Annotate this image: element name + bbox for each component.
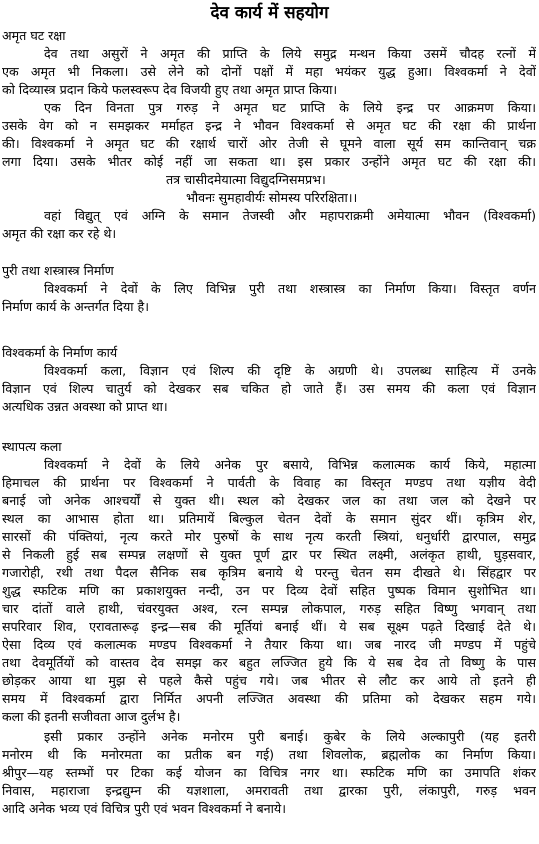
paragraph-line: लगा दिया। उसके भीतर कोई नहीं जा सकता था। इस प्रकार उन्होंने अमृत घट की रक्षा की। — [2, 154, 536, 169]
paragraph-line: मनोरम थी कि मनोरमता का प्रतीक बन गई) तथा शिवलोक, ब्रह्मलोक का निर्माण किया। — [2, 747, 536, 762]
paragraph-line: समय में विश्वकर्मा द्वारा निर्मित अपनी लज्जित अवस्था की प्रतिमा को देखकर सहम गये। — [2, 691, 536, 706]
paragraph-line: ऐसा दिव्य एवं कलात्मक मण्डप विश्वकर्मा ने तैयार किया था। जब नारद जी मण्डप में पहुंचे — [2, 637, 536, 652]
paragraph-line: विज्ञान एवं शिल्प चातुर्य को देखकर सब चकित हो जाते हैं। उस समय की कला एवं विज्ञान — [2, 381, 536, 396]
paragraph-line: अत्यधिक उन्नत अवस्था को प्राप्त था। — [2, 399, 168, 414]
paragraph-line: विश्वकर्मा ने देवों के लिये अनेक पुर बसाये, विभिन्न कलात्मक कार्य किये, महात्मा — [44, 457, 536, 472]
paragraph-line: आदि अनेक भव्य एवं विचित्र पुरी एवं भवन विश्वकर्मा ने बनाये। — [2, 801, 287, 816]
section-heading-puri: पुरी तथा शस्त्रास्त्र निर्माण — [2, 263, 114, 278]
paragraph-line: हिमाचल की प्रार्थना पर विश्वकर्मा ने पार्वती के विवाह का विस्तृत मण्डप तथा यज्ञीय वेदी — [2, 475, 536, 490]
paragraph-line: श्रीपुर—यह स्तम्भों पर टिका कई योजन का विचित्र नगर था। स्फटिक मणि का उमापति शंकर — [2, 765, 536, 780]
section-heading-sthapatya: स्थापत्य कला — [2, 439, 62, 454]
paragraph-line: निर्माण कार्य के अन्तर्गत दिया है। — [2, 299, 149, 314]
paragraph-line: को दिव्यास्त्र प्रदान किये फलस्वरूप देव विजयी हुए तथा अमृत प्राप्त किया। — [2, 82, 338, 97]
paragraph-line: विश्वकर्मा ने देवों के लिए विभिन्न पुरी तथा शस्त्रास्त्र का निर्माण किया। विस्तृत वर्णन — [44, 281, 536, 296]
paragraph-line: एक अमृत भी निकला। उसे लेने को दोनों पक्षों में महा भयंकर युद्ध हुआ। विश्वकर्मा ने देवों — [2, 64, 536, 79]
paragraph-line: इसी प्रकार उन्होंने अनेक मनोरम पुरी बनाई। कुबेर के लिये अल्कापुरी (यह इतरी — [44, 729, 536, 744]
paragraph-line: तथा देवमूर्तियों को वास्तव देव समझ कर बहुत लज्जित हुये कि ये सब देव तो विष्णु के पास — [2, 655, 536, 670]
paragraph-line: से निकली हुई सब सम्पन्न लक्षणों से युक्त पूर्ण द्वार पर स्थित लक्ष्मी, अलंकृत हाथी, घुड़सवार, — [2, 547, 536, 562]
paragraph-line: कला की इतनी सजीवता आज दुर्लभ है। — [2, 709, 181, 724]
paragraph-line: अमृत की रक्षा कर रहे थे। — [2, 226, 117, 241]
paragraph-line: की। विश्वकर्मा ने अमृत घट की रक्षार्थ चारों ओर तेजी से घूमने वाला सूर्य सम कान्तिवान् चक्र — [2, 136, 536, 151]
paragraph-line: उसके वेग को न समझकर मर्माहत इन्द्र ने भौवन विश्वकर्मा से अमृत घट की रक्षा की प्रार्थना — [2, 118, 536, 133]
paragraph-line: गजारोही, रथी तथा पैदल सैनिक सब कृत्रिम बनाये थे परन्तु चेतन सम दीखते थे। सिंहद्वार पर — [2, 565, 536, 580]
paragraph-line: देव तथा असुरों ने अमृत की प्राप्ति के लिये समुद्र मन्थन किया उसमें चौदह रत्नों में — [44, 46, 536, 61]
verse-line: तत्र चासीदमेयात्मा विद्युदग्निसमप्रभ। — [166, 172, 326, 187]
paragraph-line: एक दिन विनता पुत्र गरुड़ ने अमृत घट प्राप्ति के लिये इन्द्र पर आक्रमण किया। — [44, 100, 536, 115]
paragraph-line: स्थल का आभास होता था। प्रतिमायें बिल्कुल चेतन देवों के समान सुंदर थीं। कृत्रिम शेर, — [2, 511, 536, 526]
paragraph-line: सपरिवार शिव, एरावतारूढ़ इन्द्र—सब की मूर्तियां बनाई थीं। ये सब सूक्ष्म पढ़ते दिखाई देते थे। — [2, 619, 536, 634]
paragraph-line: सारसों की पंक्तियां, नृत्य करते मोर पुरुषों के साथ नृत्य करती स्त्रियां, धनुर्धारी द्वारपाल, समुद्र — [2, 529, 536, 544]
paragraph-line: विश्वकर्मा कला, विज्ञान एवं शिल्प की दृष्टि के अग्रणी थे। उपलब्ध साहित्य में उनके — [44, 363, 536, 378]
verse-line: भौवनः सुमहावीर्यः सोमस्य परिरक्षिता।। — [186, 190, 358, 205]
paragraph-line: शुद्ध स्फटिक मणि का प्रकाशयुक्त नन्दी, उन पर दिव्य देवों सहित पुष्पक विमान सुशोभित था। — [2, 583, 536, 598]
paragraph-line: वहां विद्युत् एवं अग्नि के समान तेजस्वी और महापराक्रमी अमेयात्मा भौवन (विश्वकर्मा) — [44, 208, 536, 223]
section-heading-amrit: अमृत घट रक्षा — [2, 28, 66, 43]
paragraph-line: छोड़कर आया था मुझ से पहले कैसे पहुंच गये। जब भीतर से लौट कर आये तो इतने ही — [2, 673, 536, 688]
paragraph-line: निवास, महाराजा इन्द्रद्युम्न की यज्ञशाला, अमरावती तथा द्वारका पुरी, लंकापुरी, गरुड़ भवन — [2, 783, 536, 798]
section-heading-nirman: विश्वकर्मा के निर्माण कार्य — [2, 345, 118, 360]
page-title: देव कार्य में सहयोग — [210, 3, 329, 23]
paragraph-line: चार दांतों वाले हाथी, चंवरयुक्त अश्व, रत्न सम्पन्न लोकपाल, गरुड़ सहित विष्णु भगवान् तथा — [2, 601, 536, 616]
paragraph-line: बनाई जो अनेक आश्चर्यों से युक्त थी। स्थल को देखकर जल का तथा जल को देखने पर — [2, 493, 536, 508]
